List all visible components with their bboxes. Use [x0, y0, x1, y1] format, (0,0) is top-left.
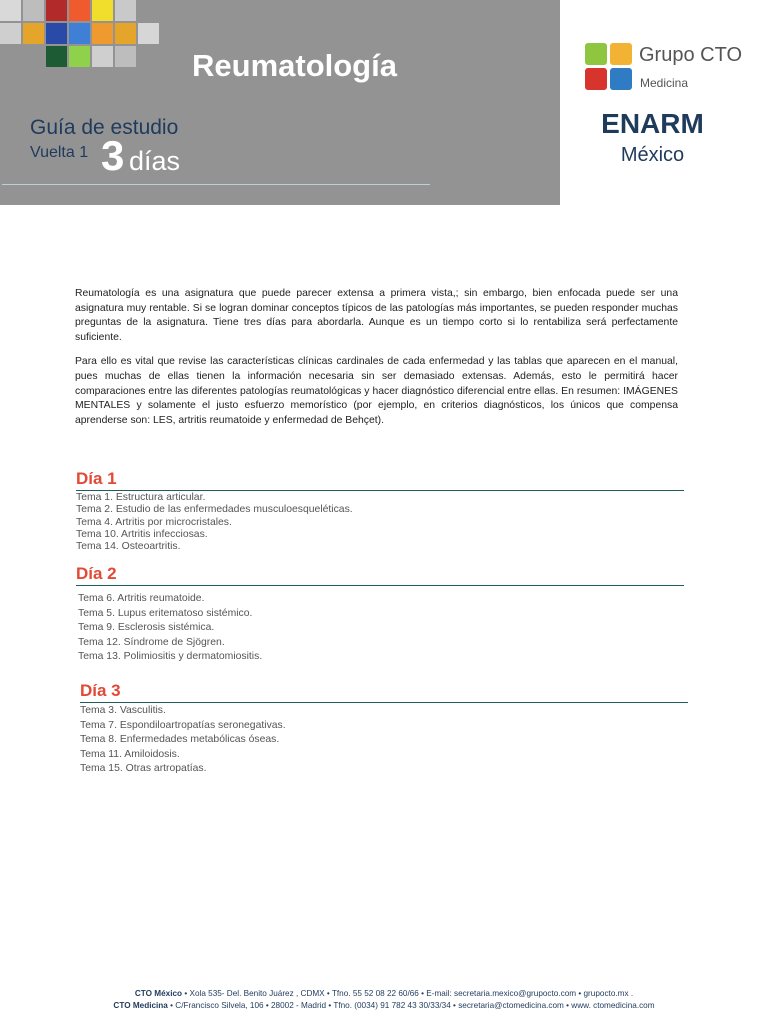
topic-item: Tema 7. Espondiloartropatías seronegativas. [80, 719, 286, 731]
exam-name: ENARM [601, 108, 704, 139]
day-divider [76, 490, 684, 491]
day-title: Día 3 [80, 681, 121, 700]
days-number: 3 [101, 132, 125, 179]
footer-label: CTO Medicina [113, 1001, 168, 1010]
day-section-2 [76, 564, 684, 665]
page-title: Reumatología [192, 48, 397, 83]
day-title: Día 1 [76, 469, 117, 488]
color-mosaic-decoration [0, 0, 160, 66]
footer-label: CTO México [134, 989, 183, 998]
topic-item: Tema 1. Estructura articular. [76, 492, 206, 503]
topic-item: Tema 9. Esclerosis sistémica. [78, 622, 215, 634]
header-band [0, 0, 560, 205]
topic-item: Tema 14. Osteoartritis. [76, 541, 181, 553]
topic-item: Tema 2. Estudio de las enfermedades musculoesqueléticas. [76, 504, 353, 516]
days-word: días [129, 146, 181, 176]
footer-contact: Xola 535- Del. Benito Juárez , CDMX • Tfno. 55 52 08 22 60/66 • E-mail: secretaria.mexico@grupocto.com • grupocto.mx . [189, 989, 634, 998]
header-divider [2, 184, 430, 185]
topic-item: Tema 4. Artritis por microcristales. [76, 516, 232, 528]
topic-item: Tema 3. Vasculitis. [80, 705, 166, 716]
topic-item: Tema 8. Enfermedades metabólicas óseas. [80, 734, 280, 746]
topic-item: Tema 15. Otras artropatías. [80, 763, 207, 775]
topic-item: Tema 10. Artritis infecciosas. [76, 528, 208, 540]
footer-contact: C/Francisco Silvela, 106 • 28002 - Madrid • Tfno. (0034) 91 782 43 30/33/34 • secretaria@ctomedicina.com • www. ctomedicina.com [175, 1001, 655, 1010]
intro-paragraph: Para ello es vital que revise las características clínicas cardinales de cada enfermedad y las tablas que aparecen en el manual, pues muchas de ellas tienen la información necesaria sin ser demasiado extensas. Además, esto le permitirá hacer comparaciones entre las diferentes patologías reumatológicas y hacer diagnóstico diferencial entre ellas. En resumen: IMÁGENES MENTALES y solamente el justo esfuerzo memorístico (por ejemplo, en criterios diagnósticos, los únicos que compensa aprenderse son: LES, artritis reumatoide y enfermedad de Behçet). [75, 356, 678, 426]
country-name: México [620, 144, 685, 166]
vuelta-label: Vuelta 1 [30, 144, 89, 161]
day-section-1 [76, 469, 684, 553]
day-divider [80, 702, 688, 703]
day-section-3 [80, 681, 688, 777]
topic-item: Tema 5. Lupus eritematoso sistémico. [78, 607, 253, 619]
footer [0, 988, 768, 1012]
grupo-cto-logo-icon [585, 43, 633, 91]
intro-text [75, 287, 678, 438]
topic-item: Tema 12. Síndrome de Sjögren. [78, 636, 225, 648]
intro-paragraph: Reumatología es una asignatura que puede parecer extensa a primera vista,; sin embargo, bien enfocada puede ser una asignatura muy rentable. Si se logran dominar conceptos típicos de las patologías más importantes, se pueden responder muchas preguntas de la asignatura. Tiene tres días para abordarla. Aunque es un tiempo corto si lo rentabiliza será perfectamente suficiente. [75, 288, 678, 343]
brand-subtitle: Medicina [640, 76, 689, 90]
topic-item: Tema 11. Amiloidosis. [80, 748, 180, 760]
day-title: Día 2 [76, 564, 117, 583]
topic-item: Tema 6. Artritis reumatoide. [78, 593, 205, 604]
footer-line-mexico: CTO México • Xola 535- Del. Benito Juárez , CDMX • Tfno. 55 52 08 22 60/66 • E-mail: secretaria.mexico@grupocto.com • grupocto.mx . [134, 989, 634, 998]
day-divider [76, 585, 684, 586]
brand-name: Grupo CTO [639, 44, 742, 66]
footer-line-medicina: CTO Medicina • C/Francisco Silvela, 106 • 28002 - Madrid • Tfno. (0034) 91 782 43 30/33/34 • secretaria@ctomedicina.com • www. ctomedicina.com [113, 1001, 655, 1010]
guide-title: Guía de estudio [30, 116, 179, 139]
topic-item: Tema 13. Polimiositis y dermatomiositis. [78, 651, 263, 663]
